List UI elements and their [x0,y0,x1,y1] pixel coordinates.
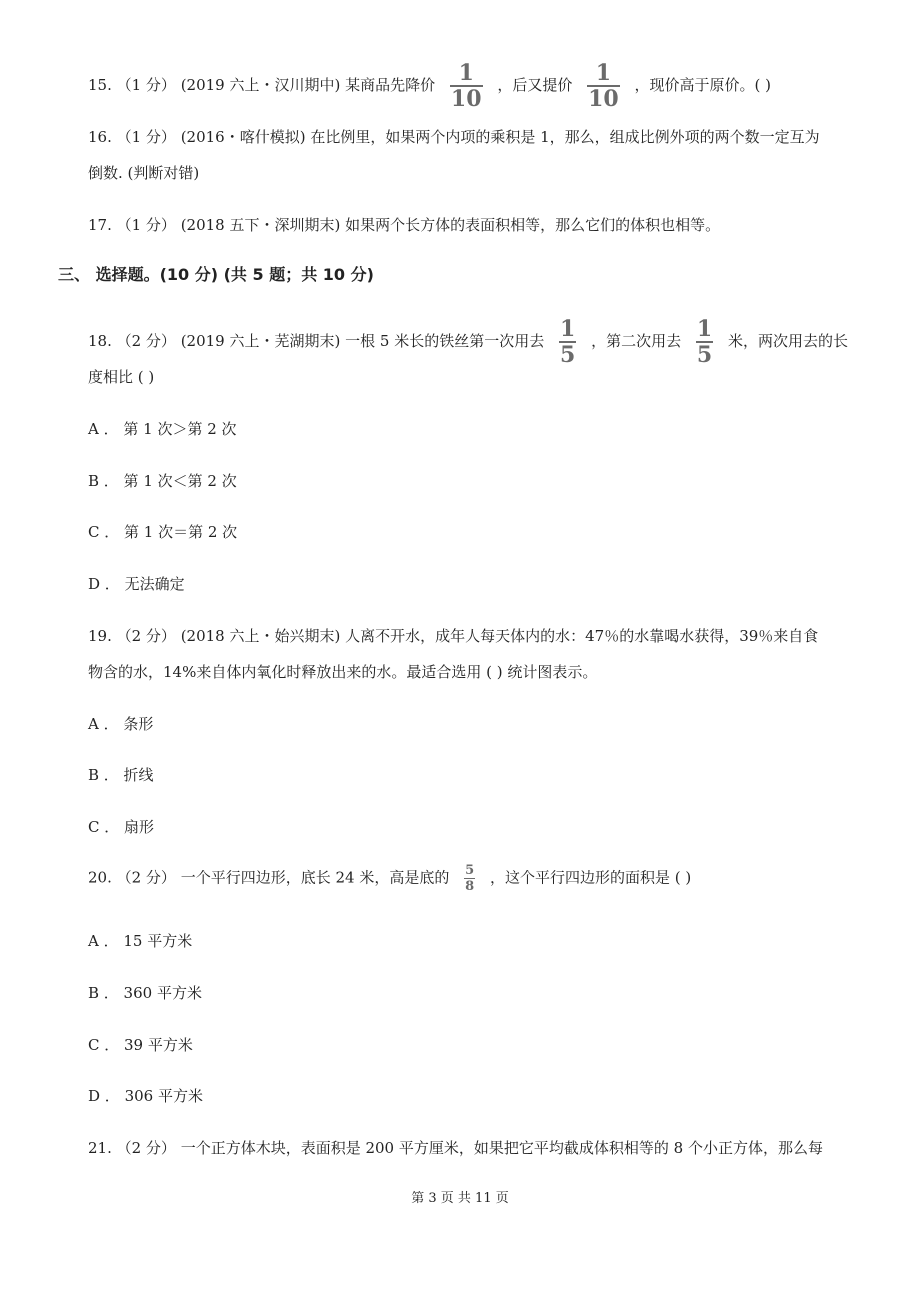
q15-text-c: ，现价高于原价。( ) [634,76,771,94]
page-footer: 第 3 页 共 11 页 [411,1191,509,1206]
q18-option-a[interactable]: A ． 第 1 次＞第 2 次 [88,420,237,438]
q20-text-b: ，这个平行四边形的面积是 ( ) [489,868,692,887]
q20-option-d[interactable]: D ． 306 平方米 [88,1087,203,1105]
q19-option-a[interactable]: A ． 条形 [88,715,154,733]
question-16-line-2: 倒数. (判断对错) [88,164,200,182]
q15-fraction-2: $\frac{1}{10}$ [588,60,619,112]
q18-text-a: 18. （2 分） (2019 六上・芜湖期末) 一根 5 米长的铁丝第一次用去 [88,332,545,350]
q18-text-b: ，第二次用去 [591,332,682,350]
q20-text-a: 20. （2 分） 一个平行四边形，底长 24 米，高是底的 [88,868,450,887]
q20-fraction-1: $\frac{5}{8}$ [465,863,475,894]
q15-text-a: 15. （1 分） (2019 六上・汉川期中) 某商品先降价 [88,76,436,94]
q20-option-a[interactable]: A ． 15 平方米 [88,932,193,950]
question-17: 17. （1 分） (2018 五下・深圳期末) 如果两个长方体的表面积相等，那么它们的体积也相等。 [88,216,721,234]
q18-option-d[interactable]: D ． 无法确定 [88,575,185,593]
q20-option-b[interactable]: B ． 360 平方米 [88,984,202,1002]
q15-text-b: ，后又提价 [497,76,573,94]
q15-fraction-1: $\frac{1}{10}$ [450,60,482,112]
question-20 [88,864,691,893]
q18-option-b[interactable]: B ． 第 1 次＜第 2 次 [88,472,237,490]
section-3-title: 三、 选择题。(10 分) (共 5 题；共 10 分) [58,265,374,284]
q19-option-b[interactable]: B ． 折线 [88,766,154,784]
q18-fraction-1: $\frac{1}{5}$ [559,316,576,368]
question-21-line-1: 21. （2 分） 一个正方体木块，表面积是 200 平方厘米，如果把它平均截成体积相等的 8 个小正方体，那么每 [88,1139,823,1157]
question-18-line-2: 度相比 ( ) [88,368,155,386]
q19-option-c[interactable]: C ． 扇形 [88,818,155,836]
question-16-line-1: 16. （1 分） (2016・喀什模拟) 在比例里，如果两个内项的乘积是 1，那么，组成比例外项的两个数一定互为 [88,128,820,146]
question-19-line-1: 19. （2 分） (2018 六上・始兴期末) 人离不开水，成年人每天体内的水：47％的水靠喝水获得，39％来自食 [88,627,819,645]
q18-option-c[interactable]: C ． 第 1 次＝第 2 次 [88,523,238,541]
q20-option-c[interactable]: C ． 39 平方米 [88,1036,193,1054]
question-18-line-1 [88,318,848,366]
q18-text-c: 米，两次用去的长 [727,332,848,350]
question-19-line-2: 物含的水，14%来自体内氧化时释放出来的水。最适合选用 ( ) 统计图表示。 [88,663,598,681]
question-15 [88,62,771,110]
q18-fraction-2: $\frac{1}{5}$ [696,316,713,368]
